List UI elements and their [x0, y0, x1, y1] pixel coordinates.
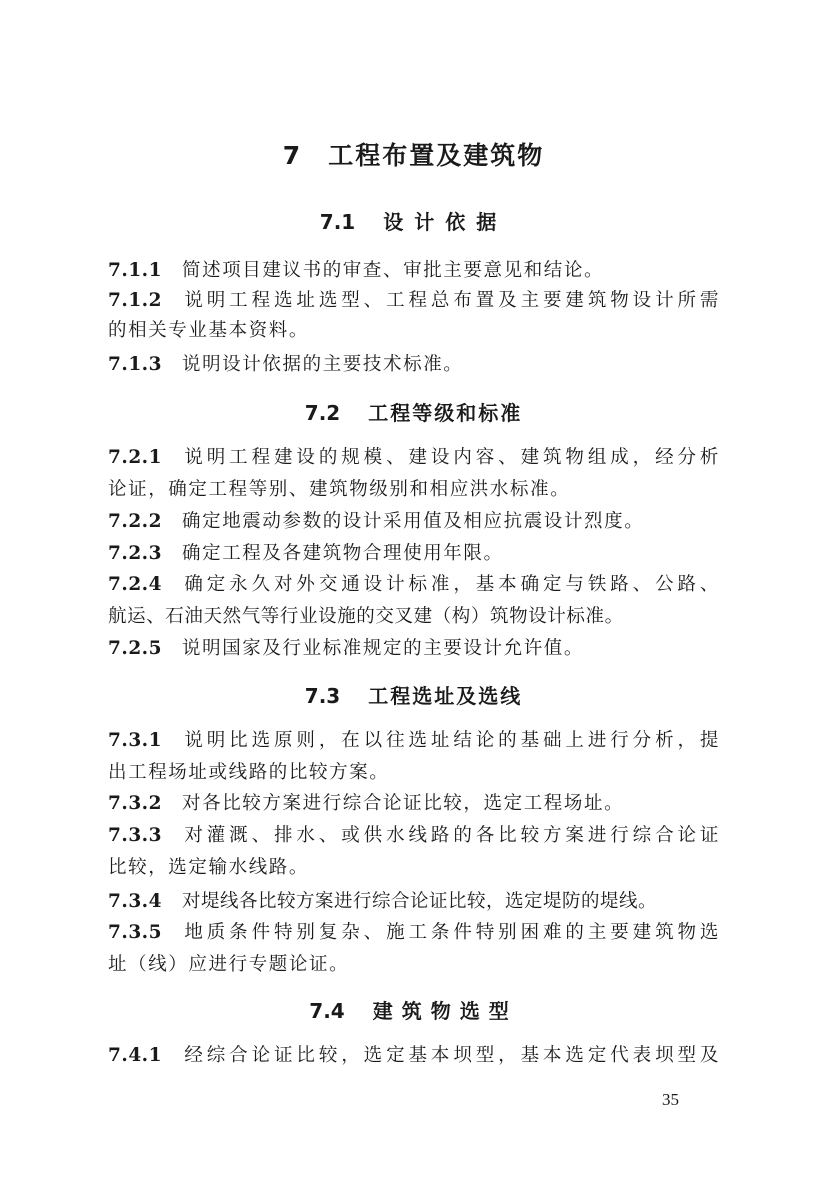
clause-text: 论证，确定工程等别、建筑物级别和相应洪水标准。	[108, 479, 571, 500]
clause-text: 说明国家及行业标准规定的主要设计允许值。	[182, 638, 585, 659]
clause-text: 对各比较方案进行综合论证比较，选定工程场址。	[182, 793, 625, 814]
chapter-title: 工程布置及建筑物	[328, 141, 545, 170]
clause-number: 7.1.1	[108, 260, 162, 281]
section-number: 7.3	[304, 684, 341, 708]
clause-number: 7.3.1	[108, 730, 162, 751]
clause-number: 7.2.5	[108, 638, 162, 659]
clause-line	[108, 256, 720, 286]
clause-line	[108, 570, 720, 600]
section-number: 7.1	[319, 210, 356, 234]
section-heading	[0, 206, 827, 235]
clause-text: 比较，选定输水线路。	[108, 857, 310, 878]
section-title: 工程选址及选线	[368, 684, 523, 708]
section-number: 7.2	[304, 401, 341, 425]
clause-text: 经综合论证比较，选定基本坝型，基本选定代表坝型及	[182, 1045, 720, 1066]
clause-line	[108, 726, 720, 756]
section-title: 建筑物选型	[372, 999, 518, 1023]
clause-number: 7.2.3	[108, 543, 162, 564]
clause-line	[108, 634, 720, 664]
clause-number: 7.2.1	[108, 447, 162, 468]
clause-line	[108, 286, 720, 316]
clause-number: 7.3.3	[108, 825, 162, 846]
clause-text: 的相关专业基本资料。	[108, 320, 310, 341]
clause-text: 出工程场址或线路的比较方案。	[108, 762, 390, 783]
clause-number: 7.1.2	[108, 290, 162, 311]
clause-text: 确定地震动参数的设计采用值及相应抗震设计烈度。	[182, 511, 645, 532]
clause-line	[108, 758, 720, 788]
clause-line	[108, 918, 720, 948]
clause-line	[108, 602, 720, 632]
clause-line	[108, 789, 720, 819]
clause-text: 说明工程选址选型、工程总布置及主要建筑物设计所需	[182, 290, 720, 311]
section-title: 设计依据	[383, 210, 508, 234]
chapter-number: 7	[282, 141, 303, 170]
clause-line	[108, 350, 720, 380]
clause-text: 航运、石油天然气等行业设施的交叉建（构）筑物设计标准。	[108, 606, 624, 627]
clause-text: 简述项目建议书的审查、审批主要意见和结论。	[182, 260, 605, 281]
clause-text: 址（线）应进行专题论证。	[108, 954, 350, 975]
clause-line	[108, 1041, 720, 1071]
clause-number: 7.3.4	[108, 891, 162, 912]
clause-number: 7.1.3	[108, 354, 162, 375]
clause-line	[108, 475, 720, 505]
clause-line	[108, 887, 720, 917]
clause-number: 7.4.1	[108, 1045, 162, 1066]
clause-line	[108, 507, 720, 537]
clause-line	[108, 539, 720, 569]
section-title: 工程等级和标准	[368, 401, 523, 425]
section-number: 7.4	[309, 999, 345, 1023]
clause-number: 7.3.5	[108, 922, 162, 943]
page-number: 35	[662, 1090, 679, 1109]
clause-line	[108, 443, 720, 473]
clause-text: 对灌溉、排水、或供水线路的各比较方案进行综合论证	[182, 825, 720, 846]
clause-line	[108, 821, 720, 851]
clause-text: 对堤线各比较方案进行综合论证比较，选定堤防的堤线。	[182, 891, 658, 912]
clause-line	[108, 853, 720, 883]
clause-text: 说明工程建设的规模、建设内容、建筑物组成，经分析	[182, 447, 720, 468]
clause-text: 地质条件特别复杂、施工条件特别困难的主要建筑物选	[182, 922, 720, 943]
section-heading	[0, 995, 827, 1024]
clause-text: 说明设计依据的主要技术标准。	[182, 354, 464, 375]
clause-number: 7.3.2	[108, 793, 162, 814]
clause-text: 确定永久对外交通设计标准，基本确定与铁路、公路、	[182, 574, 720, 595]
clause-text: 确定工程及各建筑物合理使用年限。	[182, 543, 504, 564]
section-heading	[0, 680, 827, 709]
section-heading	[0, 397, 827, 426]
clause-line	[108, 316, 720, 346]
chapter-heading	[0, 136, 827, 172]
clause-text: 说明比选原则，在以往选址结论的基础上进行分析，提	[182, 730, 720, 751]
clause-line	[108, 950, 720, 980]
clause-number: 7.2.4	[108, 574, 162, 595]
clause-number: 7.2.2	[108, 511, 162, 532]
